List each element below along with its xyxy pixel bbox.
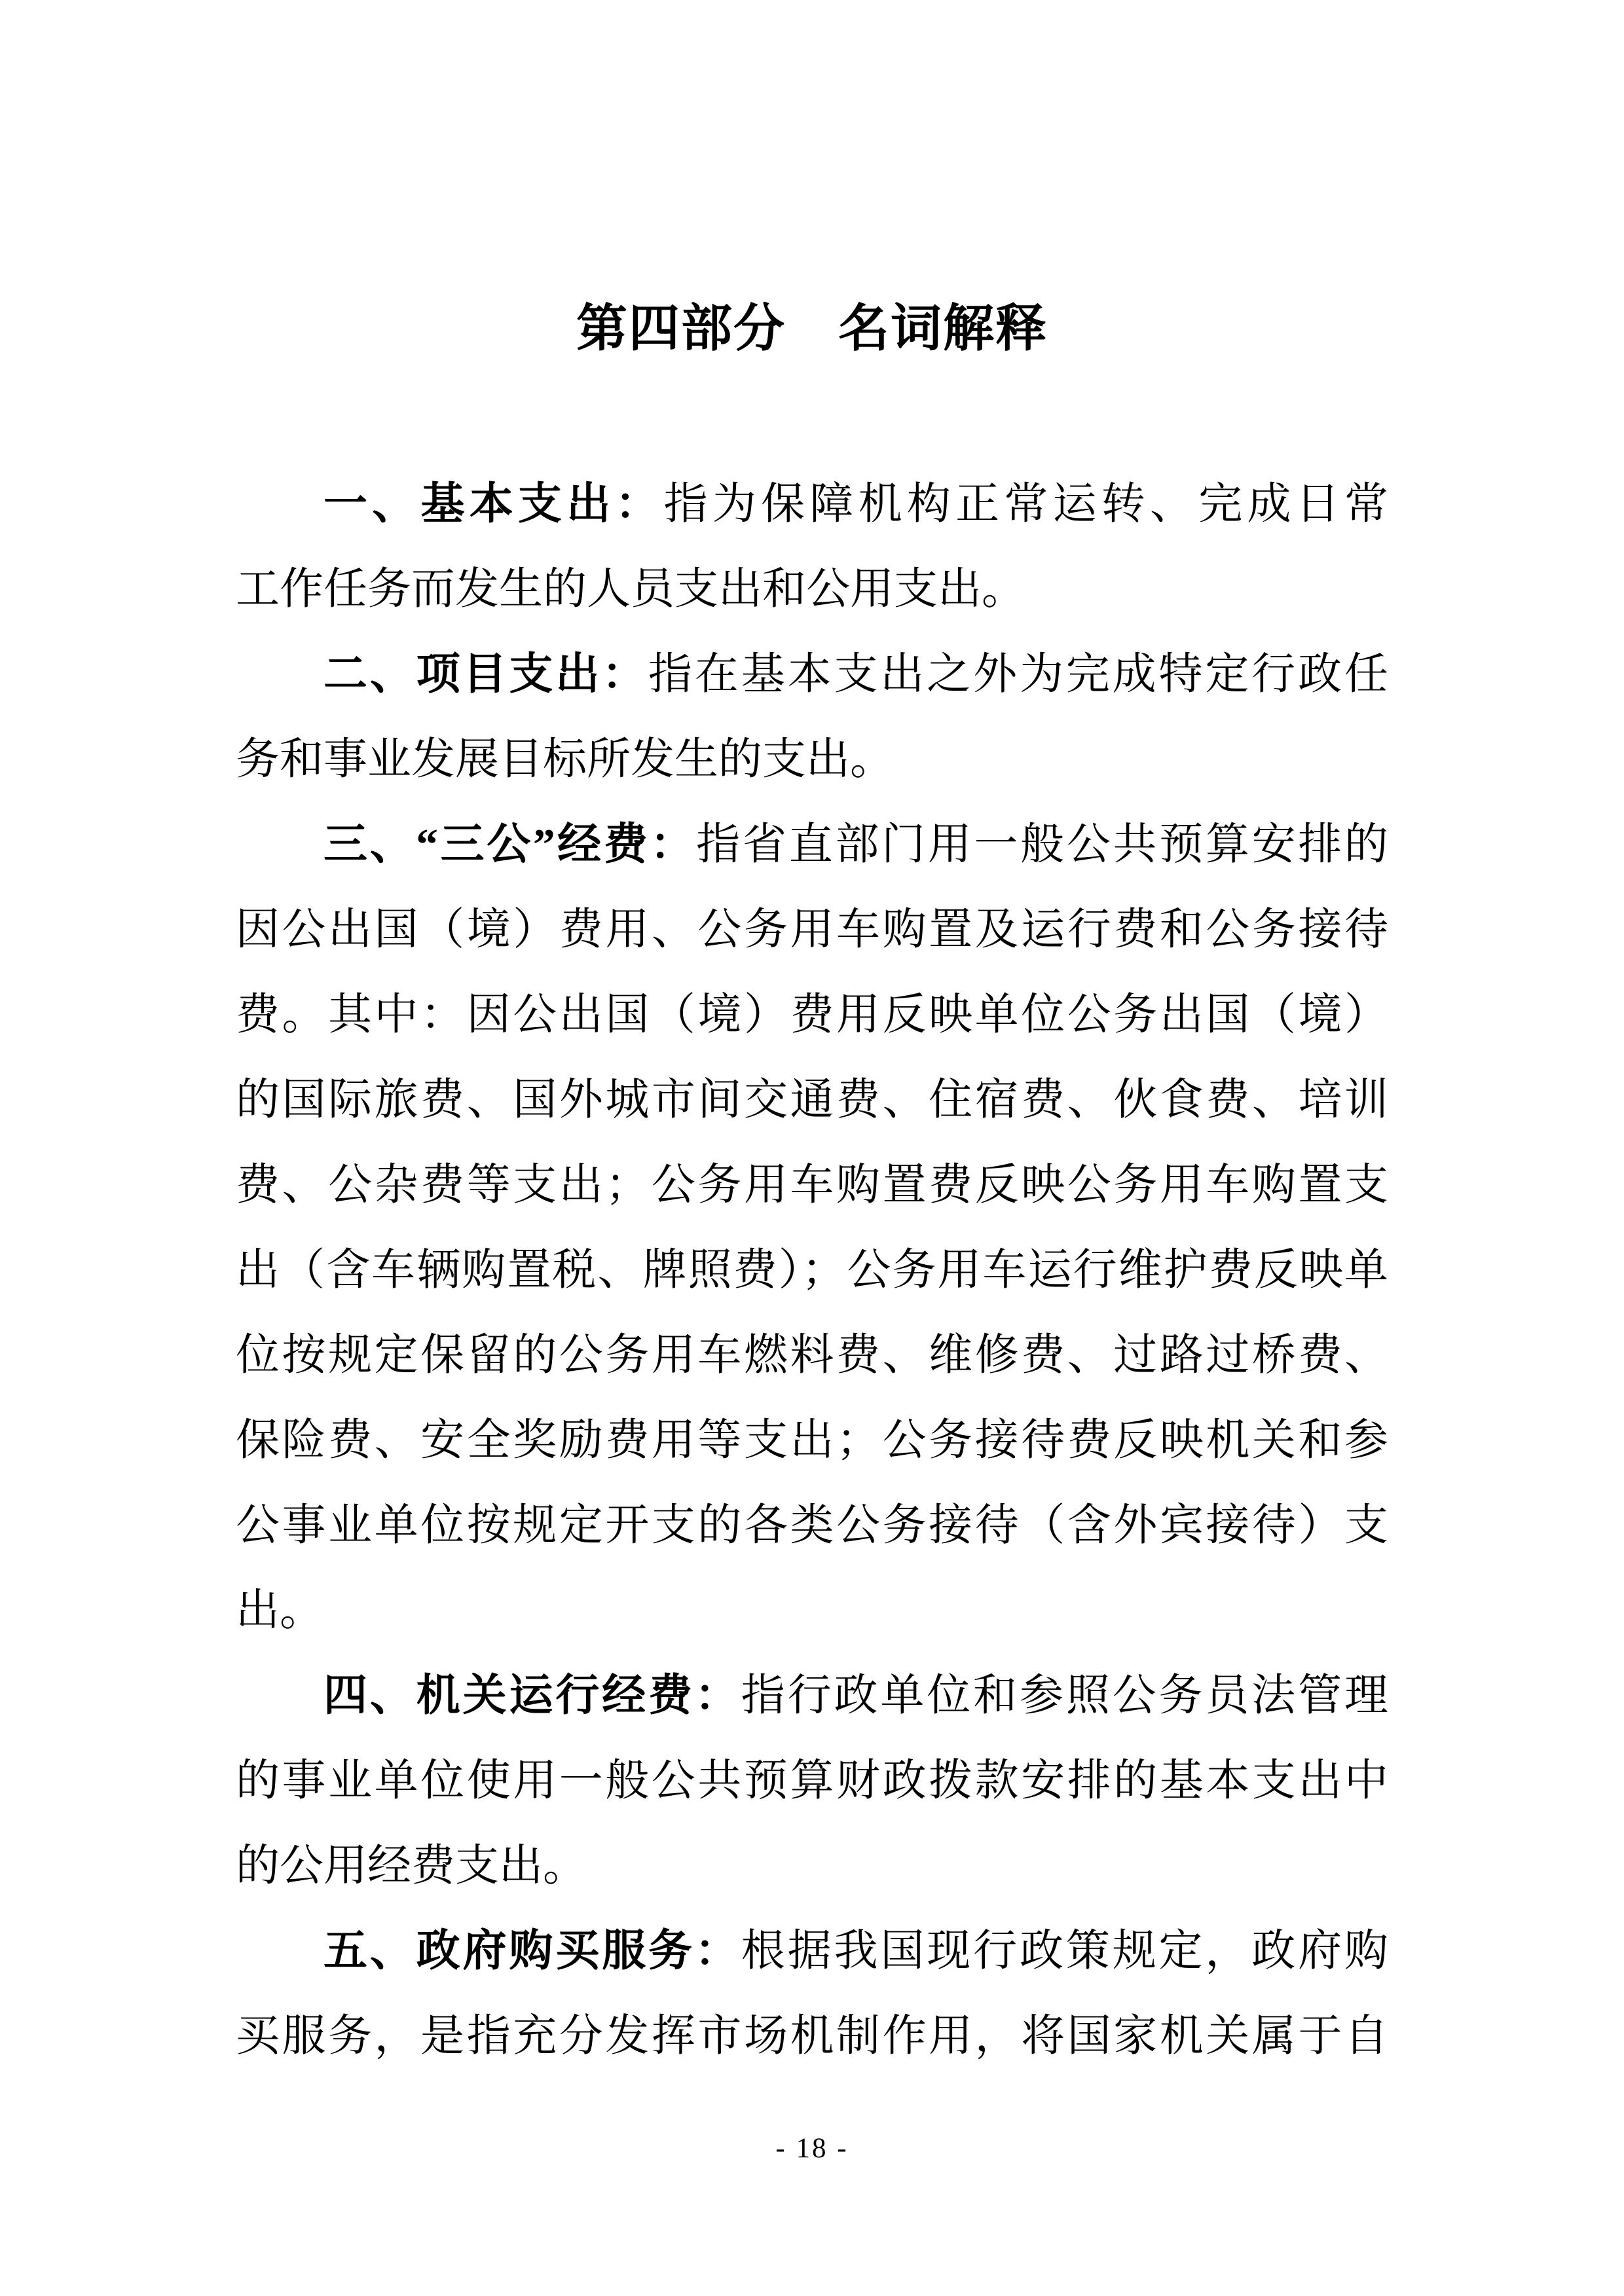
text-line: 的国际旅费、国外城市间交通费、住宿费、伙食费、培训 [236, 1076, 1388, 1124]
text-line: 工作任务而发生的人员支出和公用支出。 [236, 565, 1025, 613]
paragraph [236, 1653, 1388, 1908]
text-line: 的事业单位使用一般公共预算财政拨款安排的基本支出中 [236, 1757, 1388, 1805]
term-label: 三、“三公”经费： [323, 820, 697, 869]
text-line: 一、基本支出：指为保障机构正常运转、完成日常 [323, 480, 1389, 528]
text-line: 因公出国（境）费用、公务用车购置及运行费和公务接待 [236, 905, 1388, 954]
term-label: 五、政府购买服务： [323, 1927, 741, 1975]
paragraph [236, 802, 1388, 1653]
page-number: - 18 - [775, 2133, 849, 2164]
text-line: 出（含车辆购置税、牌照费）；公务用车运行维护费反映单 [236, 1246, 1388, 1294]
paragraph [236, 1908, 1388, 2079]
text-line: 三、“三公”经费：指省直部门用一般公共预算安排的 [323, 820, 1389, 869]
text-line: 费。其中：因公出国（境）费用反映单位公务出国（境） [236, 991, 1388, 1039]
paragraph [236, 462, 1388, 632]
text-line: 五、政府购买服务：根据我国现行政策规定，政府购 [323, 1927, 1389, 1975]
text-line: 位按规定保留的公务用车燃料费、维修费、过路过桥费、 [236, 1331, 1388, 1379]
text-line: 公事业单位按规定开支的各类公务接待（含外宾接待）支 [236, 1501, 1388, 1550]
term-label: 四、机关运行经费： [323, 1671, 741, 1720]
term-label: 二、项目支出： [323, 650, 649, 699]
text-line: 四、机关运行经费：指行政单位和参照公务员法管理 [323, 1671, 1389, 1720]
text-line: 费、公杂费等支出；公务用车购置费反映公务用车购置支 [236, 1161, 1388, 1209]
text-line: 买服务，是指充分发挥市场机制作用，将国家机关属于自 [236, 2012, 1388, 2060]
document-body [236, 462, 1388, 2079]
text-line: 二、项目支出：指在基本支出之外为完成特定行政任 [323, 650, 1388, 699]
text-line: 的公用经费支出。 [236, 1842, 587, 1890]
paragraph [236, 632, 1388, 802]
page-title: 第四部分 名词解释 [576, 300, 1048, 357]
term-label: 一、基本支出： [323, 480, 664, 528]
text-line: 出。 [236, 1586, 323, 1635]
text-line: 务和事业发展目标所发生的支出。 [236, 735, 894, 784]
text-line: 保险费、安全奖励费用等支出；公务接待费反映机关和参 [236, 1416, 1388, 1465]
